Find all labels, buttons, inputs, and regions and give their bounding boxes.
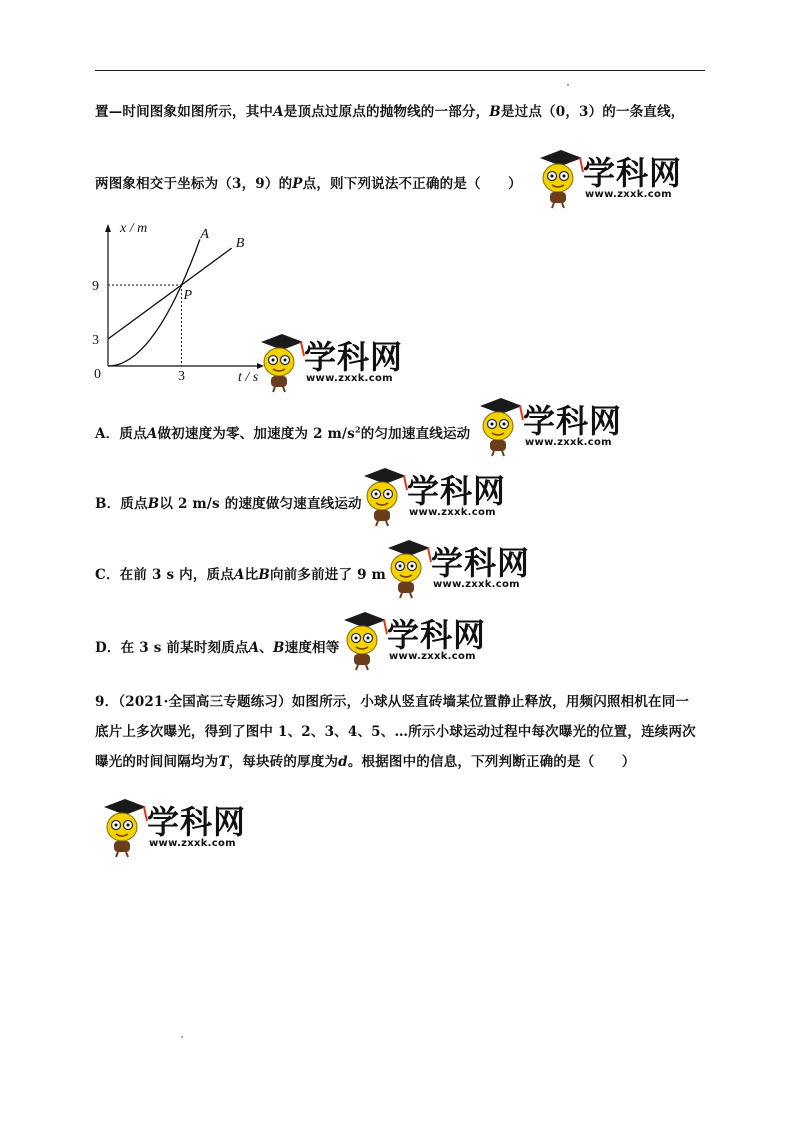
speck [181, 1036, 183, 1038]
y-axis-label: x / m [120, 221, 148, 236]
option-a: A．质点A做初速度为零、加速度为 2 $m/s^2$的匀加速直线运动 [95, 424, 471, 442]
mascot-icon [257, 332, 307, 394]
watermark-brand: 学科网 [304, 338, 404, 376]
watermark-logo [384, 538, 544, 600]
watermark-brand: 学科网 [147, 803, 247, 841]
y-tick-label: 3 [92, 333, 99, 348]
watermark-url: www.zxxk.com [525, 437, 612, 448]
question-text-line-2: 两图象相交于坐标为（3，9）的P点，则下列说法不正确的是（ ） [95, 176, 522, 192]
watermark-url: www.zxxk.com [149, 838, 236, 849]
watermark-logo [100, 797, 260, 859]
watermark-brand: 学科网 [387, 616, 487, 654]
mascot-icon [476, 396, 526, 458]
series-b-line [108, 248, 232, 339]
y-axis-arrow [105, 224, 111, 232]
position-time-graph [92, 218, 272, 388]
question-9-line-1: 9．（2021·全国高三专题练习）如图所示，小球从竖直砖墙某位置静止释放，用频闪照相机在同一 [95, 694, 690, 710]
question-9-line-2: 底片上多次曝光，得到了图中 1、2、3、4、5、…所示小球运动过程中每次曝光的位置，连续两次 [95, 724, 696, 740]
watermark-url: www.zxxk.com [306, 373, 393, 384]
watermark-url: www.zxxk.com [389, 651, 476, 662]
watermark-url: www.zxxk.com [409, 507, 496, 518]
mascot-icon [536, 148, 586, 210]
option-c: C．在前 3 s 内，质点A比B向前多前进了 9 m [95, 567, 387, 583]
watermark-url: www.zxxk.com [433, 579, 520, 590]
watermark-logo [340, 610, 500, 672]
y-tick-label: 9 [92, 279, 99, 294]
option-b: B．质点B以 2 m/s 的速度做匀速直线运动 [95, 496, 362, 512]
origin-label: 0 [94, 367, 101, 382]
watermark-brand: 学科网 [523, 402, 623, 440]
watermark-logo [360, 466, 520, 528]
series-b-label: B [235, 236, 245, 251]
question-text-line-1: 置—时间图象如图所示，其中A是顶点过原点的抛物线的一部分，B是过点（0，3）的一条直线， [95, 104, 685, 120]
mascot-icon [360, 466, 410, 528]
intersection-label: P [183, 288, 193, 303]
watermark-logo [536, 148, 696, 210]
watermark-brand: 学科网 [583, 154, 683, 192]
mascot-icon [340, 610, 390, 672]
series-a-label: A [200, 227, 209, 242]
watermark-brand: 学科网 [407, 472, 507, 510]
header-rule [95, 70, 705, 71]
mascot-icon [384, 538, 434, 600]
watermark-logo [476, 396, 636, 458]
mascot-icon [100, 797, 150, 859]
watermark-brand: 学科网 [431, 544, 531, 582]
x-tick-label: 3 [178, 369, 185, 384]
speck [567, 84, 569, 86]
question-9-line-3: 曝光的时间间隔均为T，每块砖的厚度为d。根据图中的信息，下列判断正确的是（ ） [95, 754, 636, 770]
x-axis-label: t / s [238, 370, 259, 385]
watermark-logo [257, 332, 417, 394]
watermark-url: www.zxxk.com [585, 189, 672, 200]
option-d: D．在 3 s 前某时刻质点A、B速度相等 [95, 640, 340, 656]
